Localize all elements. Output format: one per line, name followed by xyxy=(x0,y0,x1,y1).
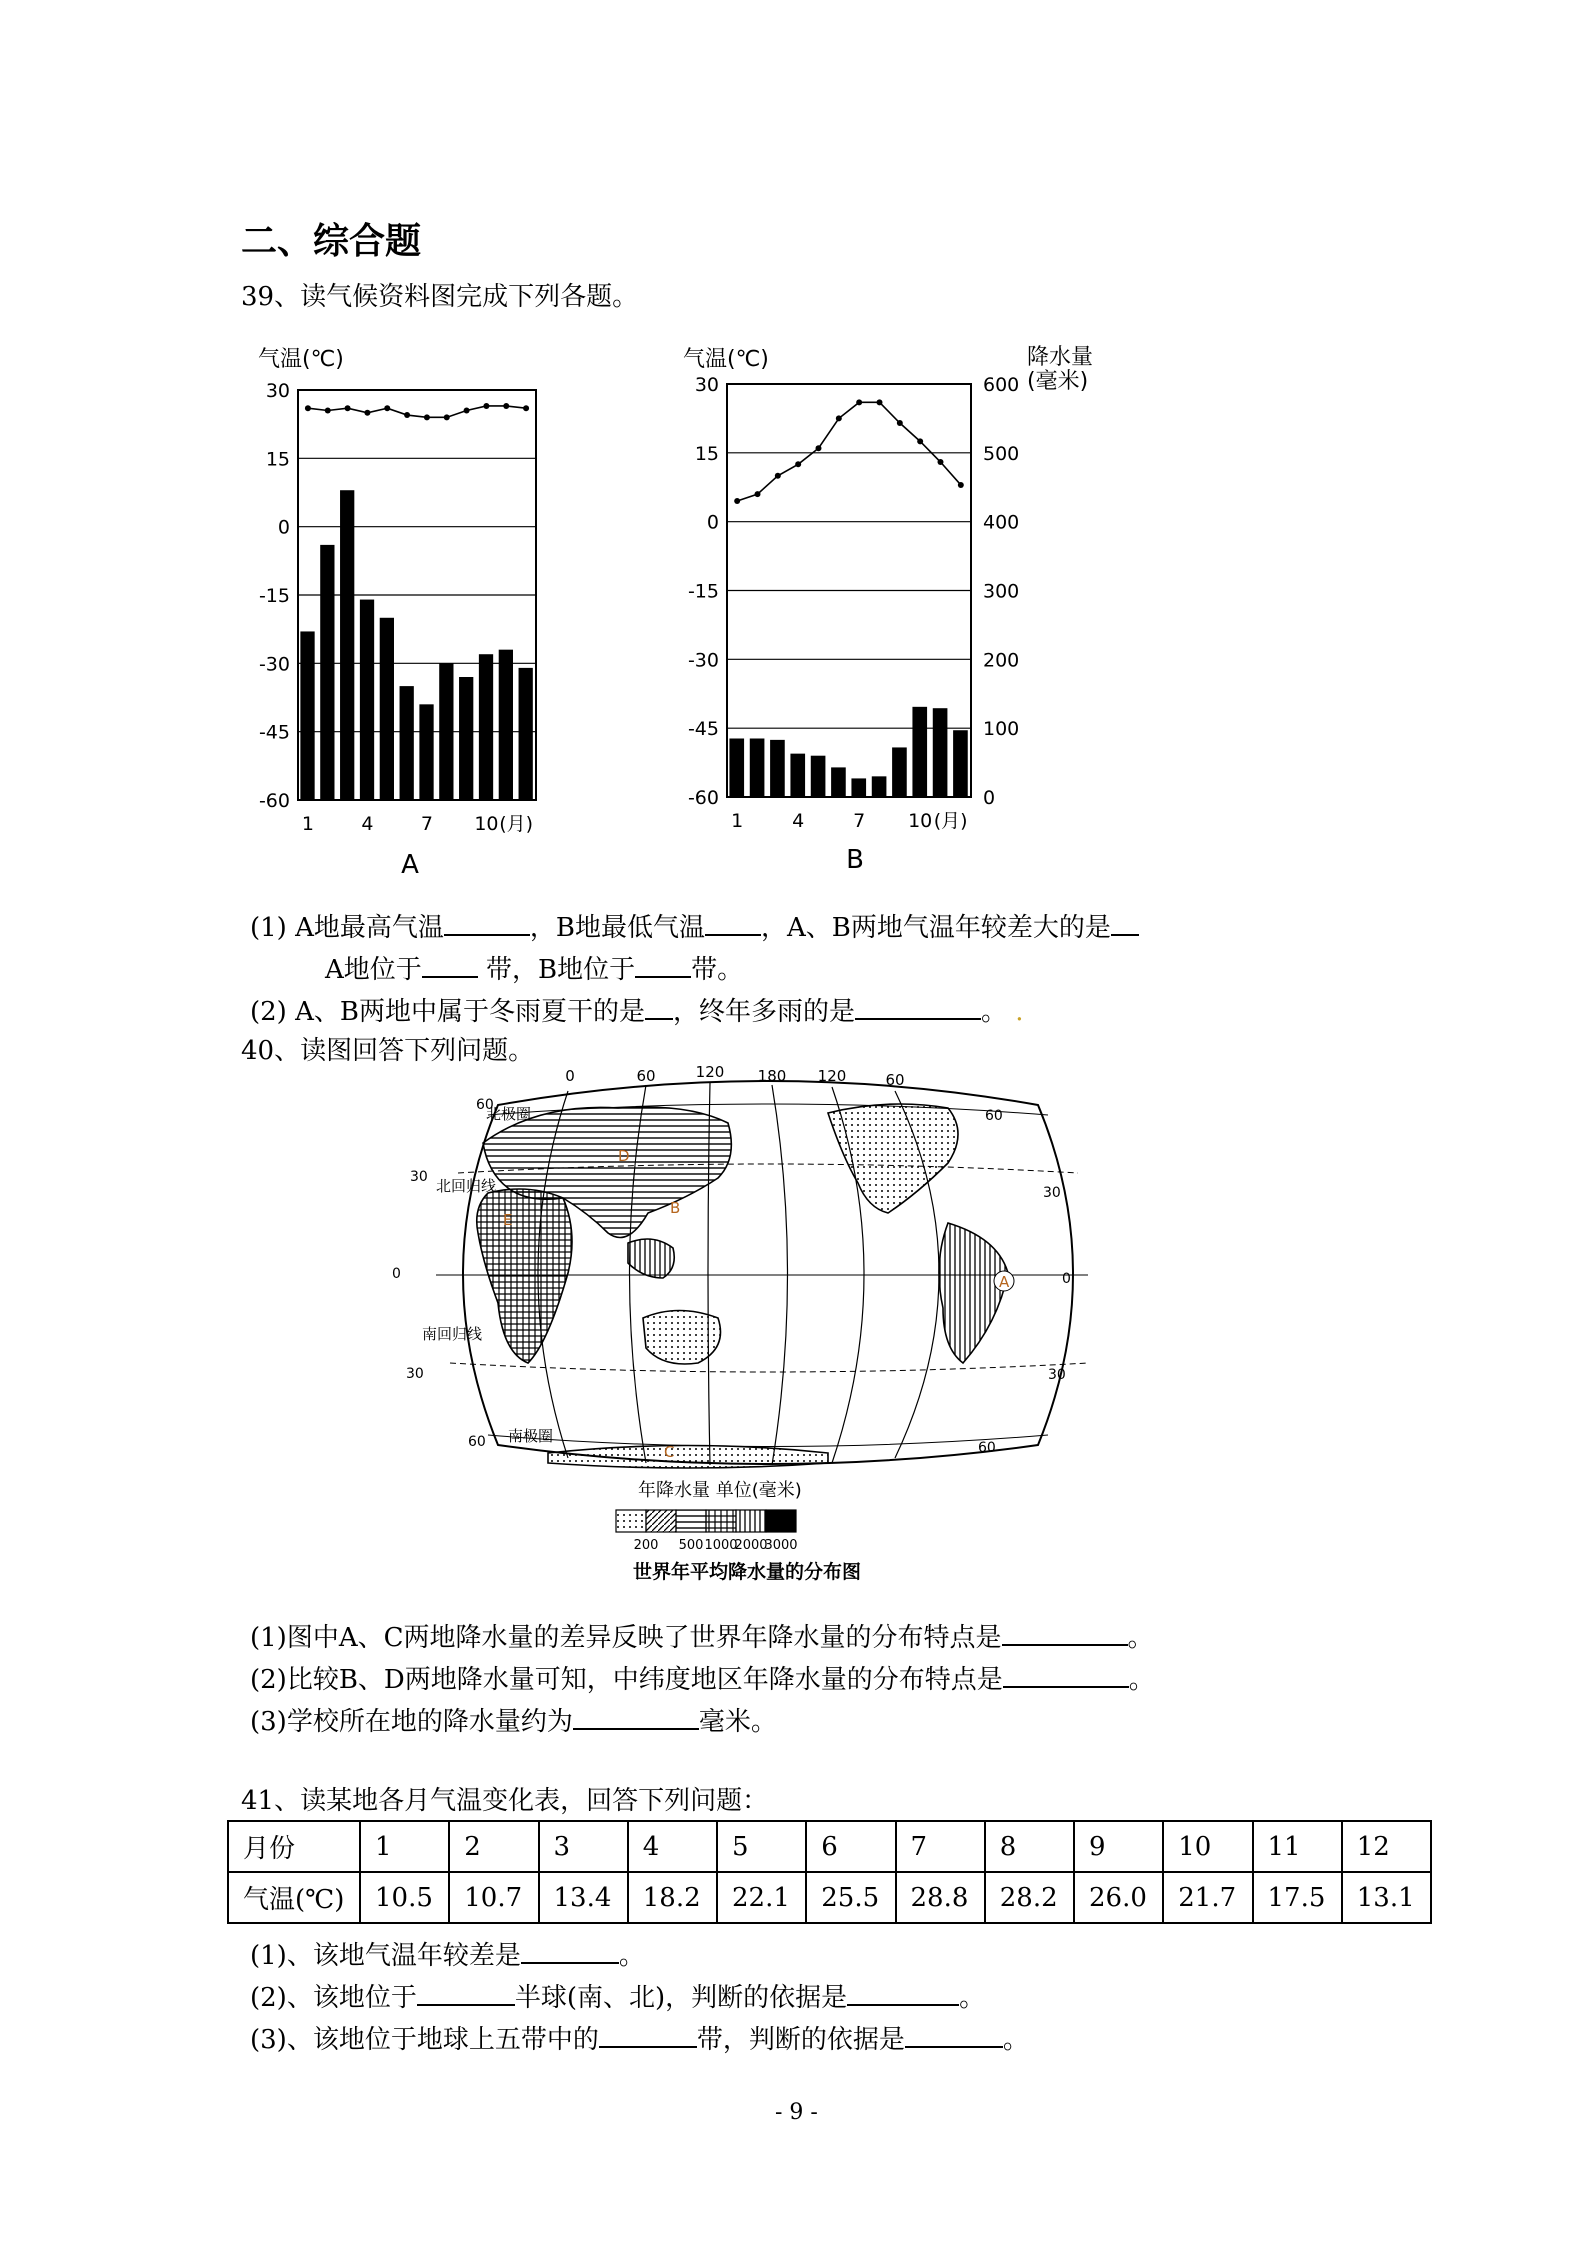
svg-text:0: 0 xyxy=(392,1266,401,1282)
svg-text:2000: 2000 xyxy=(734,1538,768,1553)
table-cell: 9 xyxy=(1074,1821,1163,1872)
table-cell: 3 xyxy=(539,1821,628,1872)
table-header-temperature: 气温(℃) xyxy=(228,1872,360,1923)
svg-text:30: 30 xyxy=(1048,1367,1066,1383)
svg-text:120: 120 xyxy=(695,1063,725,1081)
q40-q2-line: (2)比较B、D两地降水量可知，中纬度地区年降水量的分布特点是 。 xyxy=(250,1665,1155,1695)
y-tick-label-right: 400 xyxy=(983,511,1020,534)
chart-b-x-ticks xyxy=(731,810,967,832)
svg-text:60: 60 xyxy=(636,1067,656,1085)
y-tick-label: 0 xyxy=(706,511,719,534)
svg-text:60: 60 xyxy=(985,1108,1003,1124)
map-point-c: C xyxy=(664,1443,675,1461)
x-tick-label: 7 xyxy=(420,813,433,835)
precipitation-bar xyxy=(300,631,314,800)
page-number: - 9 - xyxy=(775,2100,818,2125)
monthly-temperature-table xyxy=(227,1820,1432,1924)
y-tick-label: -45 xyxy=(258,721,290,744)
table-row xyxy=(228,1821,1431,1872)
table-cell: 8 xyxy=(985,1821,1074,1872)
svg-text:南极圈: 南极圈 xyxy=(508,1427,554,1445)
temperature-point xyxy=(836,415,842,421)
temperature-point xyxy=(503,403,509,409)
answer-blank[interactable] xyxy=(573,1706,699,1730)
table-cell: 22.1 xyxy=(717,1872,806,1923)
chart-a-label: A xyxy=(401,850,419,880)
svg-text:3000: 3000 xyxy=(764,1538,798,1553)
y-tick-label: -30 xyxy=(687,649,719,672)
precipitation-bar xyxy=(499,650,513,800)
y-tick-label: 15 xyxy=(694,442,719,465)
chart-b-temperature-line xyxy=(737,402,961,501)
precipitation-bar xyxy=(729,738,744,797)
svg-text:60: 60 xyxy=(468,1434,486,1450)
table-row xyxy=(228,1872,1431,1923)
precipitation-bar xyxy=(811,756,826,797)
q39-q2-line: (2) A、B两地中属于冬雨夏干的是 ，终年多雨的是 。 . xyxy=(250,997,1024,1027)
climate-chart-b xyxy=(675,338,1115,898)
table-cell: 13.4 xyxy=(539,1872,628,1923)
precipitation-bar xyxy=(419,704,433,800)
y-tick-label: 15 xyxy=(265,448,290,471)
temperature-point xyxy=(444,414,450,420)
svg-text:120: 120 xyxy=(817,1067,847,1085)
q41-stem: 41、读某地各月气温变化表，回答下列问题： xyxy=(241,1786,769,1816)
q39-stem: 39、读气候资料图完成下列各题。 xyxy=(241,282,639,312)
legend-title: 年降水量 单位(毫米) xyxy=(638,1480,802,1501)
map-point-d: D xyxy=(618,1147,630,1165)
temperature-point xyxy=(877,399,883,405)
chart-b-ylabel-right-1: 降水量 xyxy=(1027,345,1094,370)
table-cell: 13.1 xyxy=(1342,1872,1431,1923)
south-america-landmass xyxy=(939,1223,1008,1363)
map-point-a: A xyxy=(999,1273,1010,1291)
answer-blank[interactable] xyxy=(855,996,981,1020)
x-tick-label: 10 xyxy=(908,810,933,832)
table-cell: 10.7 xyxy=(449,1872,538,1923)
precipitation-bar xyxy=(953,730,968,797)
y-tick-label-right: 300 xyxy=(983,580,1020,603)
table-cell: 26.0 xyxy=(1074,1872,1163,1923)
antarctica-landmass xyxy=(548,1446,828,1469)
southeast-asia-landmass xyxy=(628,1239,674,1278)
table-cell: 5 xyxy=(717,1821,806,1872)
x-tick-unit: (月) xyxy=(933,810,968,832)
temperature-point xyxy=(917,438,923,444)
temperature-point xyxy=(856,399,862,405)
temperature-point xyxy=(464,408,470,414)
y-tick-label: -30 xyxy=(258,653,290,676)
svg-text:500: 500 xyxy=(678,1538,704,1553)
precipitation-legend xyxy=(616,1510,796,1532)
north-america-landmass xyxy=(828,1104,958,1213)
precipitation-bar xyxy=(892,747,907,797)
temperature-point xyxy=(424,414,430,420)
chart-b-bars xyxy=(729,707,967,797)
y-tick-label-right: 0 xyxy=(983,787,996,809)
q41-q1-line: (1)、该地气温年较差是 。 xyxy=(250,1941,645,1971)
precipitation-bar xyxy=(831,767,846,797)
map-continents xyxy=(477,1104,1008,1468)
precipitation-bar xyxy=(519,668,533,800)
africa-landmass xyxy=(477,1189,572,1363)
answer-blank[interactable] xyxy=(599,2024,697,2048)
precipitation-bar xyxy=(439,663,453,800)
chart-a-x-ticks xyxy=(302,813,533,835)
temperature-point xyxy=(938,459,944,465)
table-cell: 28.8 xyxy=(896,1872,985,1923)
chart-b-y-ticks xyxy=(688,374,719,809)
map-point-b: B xyxy=(670,1199,681,1217)
y-tick-label: -15 xyxy=(687,580,719,603)
y-tick-label: 30 xyxy=(694,374,719,396)
legend-ticks xyxy=(634,1538,798,1553)
table-cell: 10 xyxy=(1163,1821,1252,1872)
table-cell: 1 xyxy=(360,1821,449,1872)
y-tick-label: 0 xyxy=(277,516,290,539)
svg-text:0: 0 xyxy=(565,1067,575,1085)
svg-text:60: 60 xyxy=(885,1071,905,1089)
temperature-point xyxy=(523,405,529,411)
y-tick-label: 30 xyxy=(265,380,290,402)
answer-blank[interactable] xyxy=(1003,1664,1129,1688)
map-point-e: E xyxy=(503,1211,513,1229)
x-tick-unit: (月) xyxy=(499,813,534,835)
answer-blank[interactable] xyxy=(1111,912,1139,936)
precipitation-bar xyxy=(770,740,785,797)
q41-q2-line: (2)、该地位于 半球(南、北)，判断的依据是 。 xyxy=(250,1983,986,2013)
precipitation-bar xyxy=(750,738,765,797)
table-cell: 21.7 xyxy=(1163,1872,1252,1923)
x-tick-label: 1 xyxy=(301,813,314,835)
x-tick-label: 1 xyxy=(731,810,744,832)
answer-blank[interactable] xyxy=(905,2024,1003,2048)
svg-text:60: 60 xyxy=(978,1440,996,1456)
svg-text:30: 30 xyxy=(1043,1185,1061,1201)
svg-text:180: 180 xyxy=(757,1067,787,1085)
chart-b-ylabel-left: 气温(℃) xyxy=(683,347,769,372)
temperature-point xyxy=(325,408,331,414)
table-cell: 12 xyxy=(1342,1821,1431,1872)
answer-blank[interactable] xyxy=(422,954,478,978)
table-cell: 25.5 xyxy=(806,1872,895,1923)
chart-b-ylabel-right-2: (毫米) xyxy=(1027,369,1089,394)
table-cell: 17.5 xyxy=(1253,1872,1342,1923)
table-cell: 7 xyxy=(896,1821,985,1872)
precipitation-bar xyxy=(479,654,493,800)
chart-a-bars xyxy=(300,490,532,800)
y-tick-label-right: 500 xyxy=(983,442,1020,465)
x-tick-label: 4 xyxy=(361,813,374,835)
table-header-month: 月份 xyxy=(228,1821,360,1872)
precipitation-bar xyxy=(872,776,887,797)
q39-q1-line2: A地位于 带，B地位于 带。 xyxy=(325,955,744,985)
world-precipitation-map xyxy=(388,1063,1088,1583)
answer-blank[interactable] xyxy=(417,1982,515,2006)
x-tick-label: 7 xyxy=(853,810,866,832)
temperature-point xyxy=(384,405,390,411)
q40-q3-line: (3)学校所在地的降水量约为 毫米。 xyxy=(250,1707,777,1737)
section-title: 二、综合题 xyxy=(241,221,422,262)
australia-landmass xyxy=(643,1311,721,1365)
answer-blank[interactable] xyxy=(1002,1622,1128,1646)
answer-blank[interactable] xyxy=(635,954,691,978)
map-caption: 世界年平均降水量的分布图 xyxy=(633,1561,862,1583)
chart-b-label: B xyxy=(846,845,864,875)
svg-text:200: 200 xyxy=(633,1538,659,1553)
q40-q1-line: (1)图中A、C两地降水量的差异反映了世界年降水量的分布特点是 。 xyxy=(250,1623,1154,1653)
map-longitude-labels xyxy=(565,1063,904,1089)
svg-text:30: 30 xyxy=(406,1366,424,1382)
answer-blank[interactable] xyxy=(521,1940,619,1964)
temperature-point xyxy=(305,405,311,411)
temperature-point xyxy=(795,461,801,467)
svg-text:0: 0 xyxy=(1062,1271,1071,1287)
precipitation-bar xyxy=(320,545,334,800)
table-cell: 6 xyxy=(806,1821,895,1872)
svg-text:北极圈: 北极圈 xyxy=(486,1105,532,1123)
answer-blank[interactable] xyxy=(847,1982,959,2006)
table-cell: 28.2 xyxy=(985,1872,1074,1923)
temperature-point xyxy=(734,498,740,504)
temperature-point xyxy=(755,491,761,497)
y-tick-label: -45 xyxy=(687,718,719,741)
x-tick-label: 10 xyxy=(474,813,499,835)
chart-a-temperature-line xyxy=(308,406,526,417)
q40-stem: 40、读图回答下列问题。 xyxy=(241,1036,535,1066)
q39-q1-line1: (1) A地最高气温 ，B地最低气温 ，A、B两地气温年较差大的是 xyxy=(250,912,1139,941)
precipitation-bar xyxy=(851,778,866,797)
chart-b-gridlines xyxy=(727,453,971,728)
temperature-point xyxy=(816,445,822,451)
answer-blank[interactable] xyxy=(645,996,673,1020)
temperature-point xyxy=(364,410,370,416)
q41-q3-line: (3)、该地位于地球上五带中的 带，判断的依据是 。 xyxy=(250,2025,1029,2055)
answer-blank[interactable] xyxy=(705,912,761,936)
precipitation-bar xyxy=(340,490,354,800)
precipitation-bar xyxy=(360,600,374,800)
temperature-point xyxy=(775,473,781,479)
table-cell: 4 xyxy=(628,1821,717,1872)
precipitation-bar xyxy=(912,707,927,797)
answer-blank[interactable] xyxy=(444,912,530,936)
y-tick-label: -60 xyxy=(687,787,719,809)
svg-text:1000: 1000 xyxy=(704,1538,738,1553)
chart-a-ylabel: 气温(℃) xyxy=(258,347,344,372)
temperature-point xyxy=(345,405,351,411)
table-cell: 2 xyxy=(449,1821,538,1872)
svg-text:30: 30 xyxy=(410,1169,428,1185)
temperature-point xyxy=(404,412,410,418)
svg-text:北回归线: 北回归线 xyxy=(436,1177,497,1195)
climate-chart-a xyxy=(240,338,580,898)
table-cell: 11 xyxy=(1253,1821,1342,1872)
y-tick-label: -15 xyxy=(258,585,290,607)
temperature-point xyxy=(483,403,489,409)
precipitation-bar xyxy=(459,677,473,800)
precipitation-bar xyxy=(400,686,414,800)
y-tick-label-right: 200 xyxy=(983,649,1020,672)
temperature-point xyxy=(897,420,903,426)
precipitation-bar xyxy=(790,754,805,797)
y-tick-label-right: 100 xyxy=(983,718,1020,741)
temperature-point xyxy=(958,482,964,488)
table-cell: 18.2 xyxy=(628,1872,717,1923)
svg-text:南回归线: 南回归线 xyxy=(422,1325,483,1343)
y-tick-label: -60 xyxy=(258,790,290,812)
table-cell: 10.5 xyxy=(360,1872,449,1923)
chart-a-y-ticks xyxy=(259,380,290,812)
y-tick-label-right: 600 xyxy=(983,374,1020,396)
chart-b-y-ticks-right xyxy=(983,374,1019,809)
svg-text:60: 60 xyxy=(476,1097,494,1113)
precipitation-bar xyxy=(933,708,948,797)
precipitation-bar xyxy=(380,618,394,800)
x-tick-label: 4 xyxy=(792,810,805,832)
